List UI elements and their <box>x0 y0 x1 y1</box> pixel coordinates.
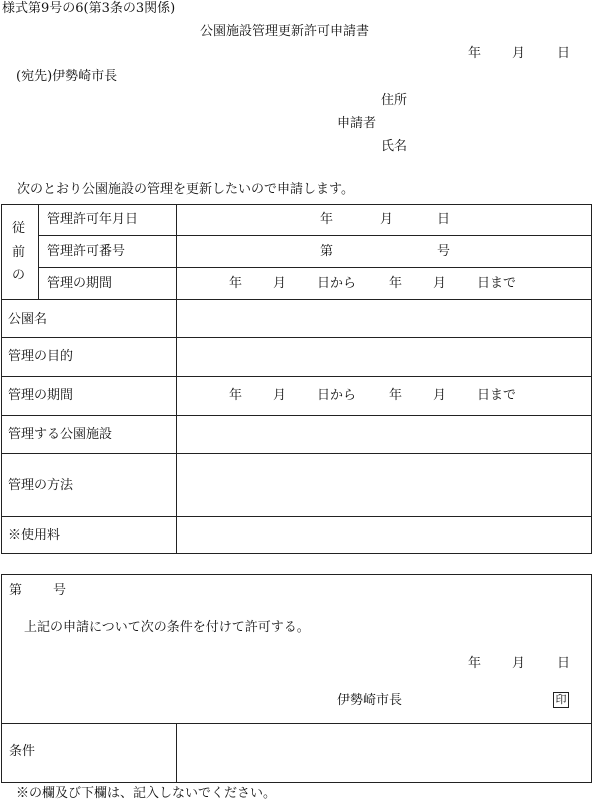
conditions-label: 条件 <box>9 744 36 759</box>
previous-permit-date-label: 管理許可年月日 <box>47 212 139 227</box>
row-divider <box>1 376 592 377</box>
row-divider <box>1 299 592 300</box>
row-divider <box>1 415 592 416</box>
permit-divider <box>1 723 592 724</box>
permit-number-prefix: 第 <box>9 583 23 598</box>
facility-label: 管理する公園施設 <box>8 427 113 442</box>
row-divider <box>1 337 592 338</box>
period-year-2: 年 <box>389 388 403 403</box>
permit-statement: 上記の申請について次の条件を付けて許可する。 <box>24 620 310 635</box>
date-month-label: 月 <box>512 46 526 61</box>
previous-period-month-2: 月 <box>433 276 447 291</box>
row-divider <box>38 235 592 236</box>
previous-permit-number-label: 管理許可番号 <box>47 244 126 259</box>
footnote: ※の欄及び下欄は、記入しないでください。 <box>16 786 277 801</box>
intro-text: 次のとおり公園施設の管理を更新したいので申請します。 <box>17 182 354 197</box>
side-column-divider <box>38 204 39 299</box>
permit-date-month: 月 <box>512 656 526 671</box>
form-number: 様式第9号の6(第3条の3関係) <box>2 1 176 16</box>
purpose-label: 管理の目的 <box>8 349 74 364</box>
method-label: 管理の方法 <box>8 478 74 493</box>
seal-label: 印 <box>555 693 567 706</box>
period-year-1: 年 <box>229 388 243 403</box>
previous-side-char-3: の <box>12 268 26 283</box>
row-divider <box>1 516 592 517</box>
previous-period-day-from: 日から <box>317 276 357 291</box>
permit-block <box>1 574 592 783</box>
permit-authority: 伊勢崎市長 <box>337 693 403 708</box>
fee-label: ※使用料 <box>8 528 61 543</box>
period-label: 管理の期間 <box>8 388 74 403</box>
previous-permit-month: 月 <box>380 212 394 227</box>
previous-period-label: 管理の期間 <box>47 276 113 291</box>
period-month-1: 月 <box>273 388 287 403</box>
date-year-label: 年 <box>468 46 482 61</box>
park-name-label: 公園名 <box>8 312 48 327</box>
previous-period-month-1: 月 <box>273 276 287 291</box>
document-title: 公園施設管理更新許可申請書 <box>200 24 370 39</box>
previous-side-char-2: 前 <box>12 245 26 260</box>
previous-permit-day: 日 <box>437 212 451 227</box>
row-divider <box>38 267 592 268</box>
row-divider <box>1 453 592 454</box>
period-day-to: 日まで <box>477 388 517 403</box>
applicant-label: 申請者 <box>337 116 377 131</box>
previous-period-year-1: 年 <box>229 276 243 291</box>
permit-date-year: 年 <box>468 656 482 671</box>
previous-permit-year: 年 <box>320 212 334 227</box>
applicant-address-label: 住所 <box>381 93 408 108</box>
conditions-column-divider <box>176 723 177 783</box>
applicant-name-label: 氏名 <box>381 139 408 154</box>
period-month-2: 月 <box>433 388 447 403</box>
label-column-divider <box>176 204 177 554</box>
addressee: (宛先)伊勢崎市長 <box>16 69 118 84</box>
previous-period-day-to: 日まで <box>477 276 517 291</box>
previous-permit-number-suffix: 号 <box>437 244 451 259</box>
previous-side-char-1: 従 <box>12 221 26 236</box>
seal-box <box>553 692 569 708</box>
previous-period-year-2: 年 <box>389 276 403 291</box>
previous-permit-number-prefix: 第 <box>320 244 334 259</box>
permit-date-day: 日 <box>557 656 571 671</box>
date-day-label: 日 <box>557 46 571 61</box>
permit-number-suffix: 号 <box>53 583 67 598</box>
period-day-from: 日から <box>317 388 357 403</box>
